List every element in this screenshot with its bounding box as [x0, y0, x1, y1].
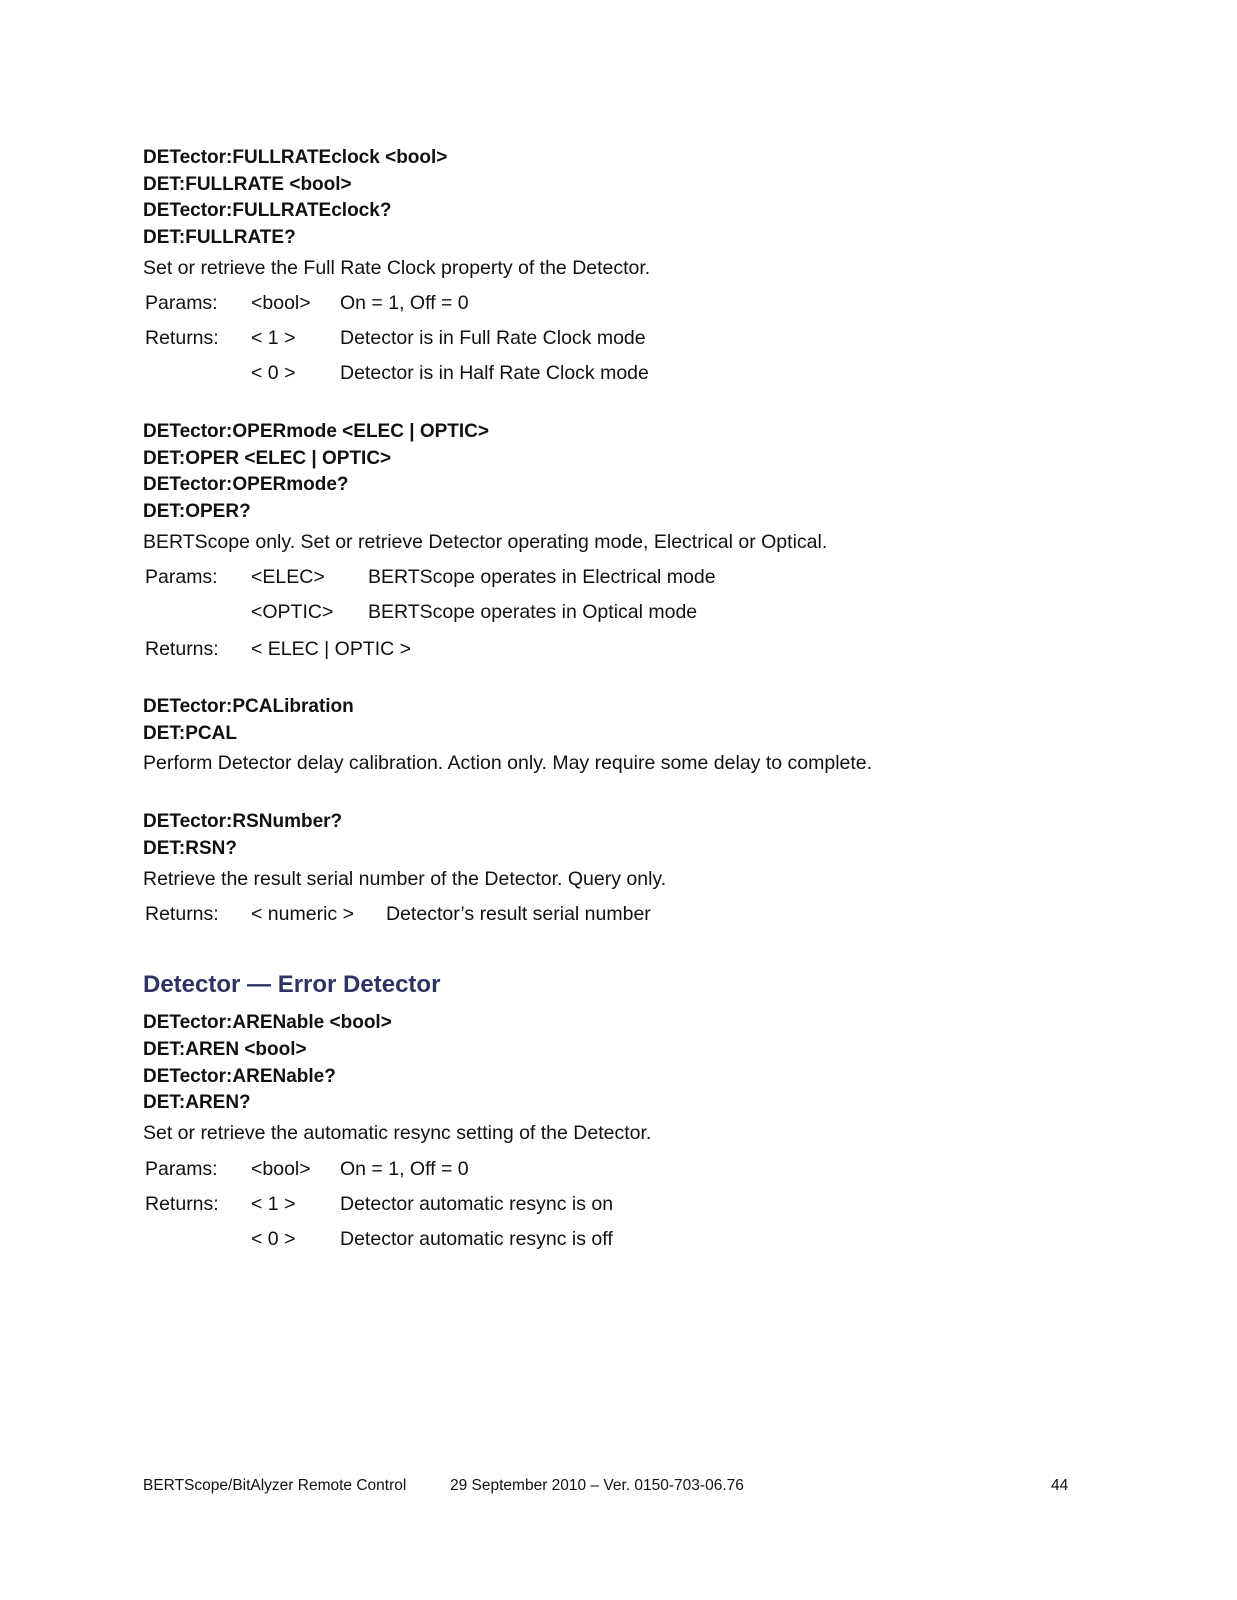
command-description: Set or retrieve the Full Rate Clock property of the Detector.	[143, 257, 651, 279]
footer-date-version: 29 September 2010 – Ver. 0150-703-06.76	[450, 1477, 744, 1494]
param-value: < 0 >	[251, 362, 296, 384]
param-text: Detector is in Half Rate Clock mode	[340, 362, 649, 384]
command-line: DETector:OPERmode?	[143, 474, 349, 495]
command-line: DETector:ARENable <bool>	[143, 1012, 392, 1033]
section-heading: Detector — Error Detector	[143, 971, 441, 998]
param-label: Returns:	[145, 327, 219, 349]
command-line: DETector:RSNumber?	[143, 811, 343, 832]
command-line: DETector:FULLRATEclock?	[143, 200, 392, 221]
param-value: <bool>	[251, 292, 311, 314]
param-text: Detector automatic resync is off	[340, 1228, 613, 1250]
param-text: On = 1, Off = 0	[340, 292, 469, 314]
command-line: DET:FULLRATE?	[143, 227, 296, 248]
command-line: DET:RSN?	[143, 838, 237, 859]
param-text: BERTScope operates in Optical mode	[368, 601, 698, 623]
param-text: BERTScope operates in Electrical mode	[368, 566, 716, 588]
command-line: DETector:PCALibration	[143, 696, 354, 717]
param-label: Returns:	[145, 1193, 219, 1215]
param-text: On = 1, Off = 0	[340, 1158, 469, 1180]
command-description: BERTScope only. Set or retrieve Detector operating mode, Electrical or Optical.	[143, 531, 828, 553]
param-label: Params:	[145, 292, 218, 314]
page-number: 44	[1051, 1477, 1069, 1494]
param-text: Detector is in Full Rate Clock mode	[340, 327, 646, 349]
command-description: Perform Detector delay calibration. Action only. May require some delay to complete.	[143, 752, 873, 774]
param-value: < 1 >	[251, 327, 296, 349]
command-line: DET:FULLRATE <bool>	[143, 174, 352, 195]
param-label: Params:	[145, 1158, 218, 1180]
command-line: DET:OPER <ELEC | OPTIC>	[143, 448, 392, 469]
command-line: DETector:ARENable?	[143, 1066, 336, 1087]
command-line: DETector:OPERmode <ELEC | OPTIC>	[143, 421, 489, 442]
command-description: Retrieve the result serial number of the Detector. Query only.	[143, 868, 667, 890]
param-text: Detector automatic resync is on	[340, 1193, 614, 1215]
command-line: DET:PCAL	[143, 723, 237, 744]
command-line: DET:OPER?	[143, 501, 251, 522]
param-value: <ELEC>	[251, 566, 325, 588]
command-line: DET:AREN?	[143, 1092, 251, 1113]
param-label: Params:	[145, 566, 218, 588]
command-line: DETector:FULLRATEclock <bool>	[143, 147, 448, 168]
param-label: Returns:	[145, 638, 219, 660]
param-value: <bool>	[251, 1158, 311, 1180]
param-value: < 1 >	[251, 1193, 296, 1215]
param-value: < 0 >	[251, 1228, 296, 1250]
command-description: Set or retrieve the automatic resync setting of the Detector.	[143, 1122, 652, 1144]
param-value: < ELEC | OPTIC >	[251, 638, 412, 660]
param-text: Detector’s result serial number	[386, 903, 651, 925]
param-value: < numeric >	[251, 903, 354, 925]
command-line: DET:AREN <bool>	[143, 1039, 307, 1060]
footer-title: BERTScope/BitAlyzer Remote Control	[143, 1477, 407, 1494]
param-label: Returns:	[145, 903, 219, 925]
param-value: <OPTIC>	[251, 601, 334, 623]
